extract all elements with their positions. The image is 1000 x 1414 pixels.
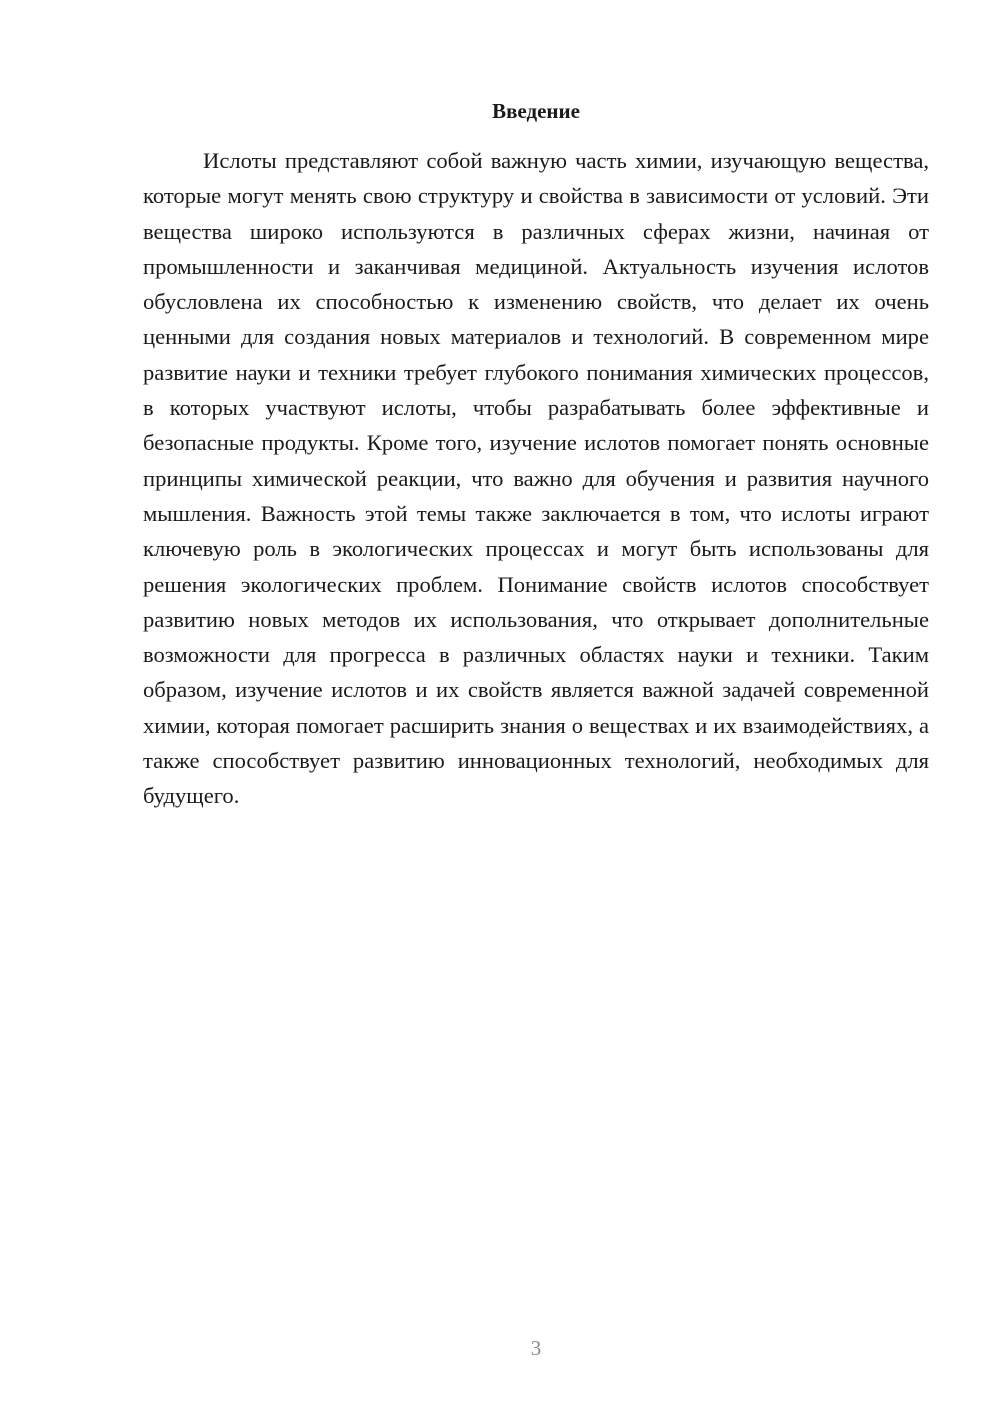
body-paragraph: Ислоты представляют собой важную часть химии, изучающую вещества, которые могут менять свою структуру и свойства в зависимости от условий. Эти вещества широко используются в различных сферах жизни, начиная от промышленности и заканчивая медициной. Актуальность изучения ислотов обусловлена их способностью к изменению свойств, что делает их очень ценными для создания новых материалов и технологий. В современном мире развитие науки и техники требует глубокого понимания химических процессов, в которых участвуют ислоты, чтобы разрабатывать более эффективные и безопасные продукты. Кроме того, изучение ислотов помогает понять основные принципы химической реакции, что важно для обучения и развития научного мышления. Важность этой темы также заключается в том, что ислоты играют ключевую роль в экологических процессах и могут быть использованы для решения экологических проблем. Понимание свойств ислотов способствует развитию новых методов их использования, что открывает дополнительные возможности для прогресса в различных областях науки и техники. Таким образом, изучение ислотов и их свойств является важной задачей современной химии, которая помогает расширить знания о веществах и их взаимодействиях, а также способствует развитию инновационных технологий, необходимых для будущего. (143, 148, 929, 809)
section-title: Введение (492, 99, 580, 123)
page-number: 3 (530, 1336, 542, 1360)
